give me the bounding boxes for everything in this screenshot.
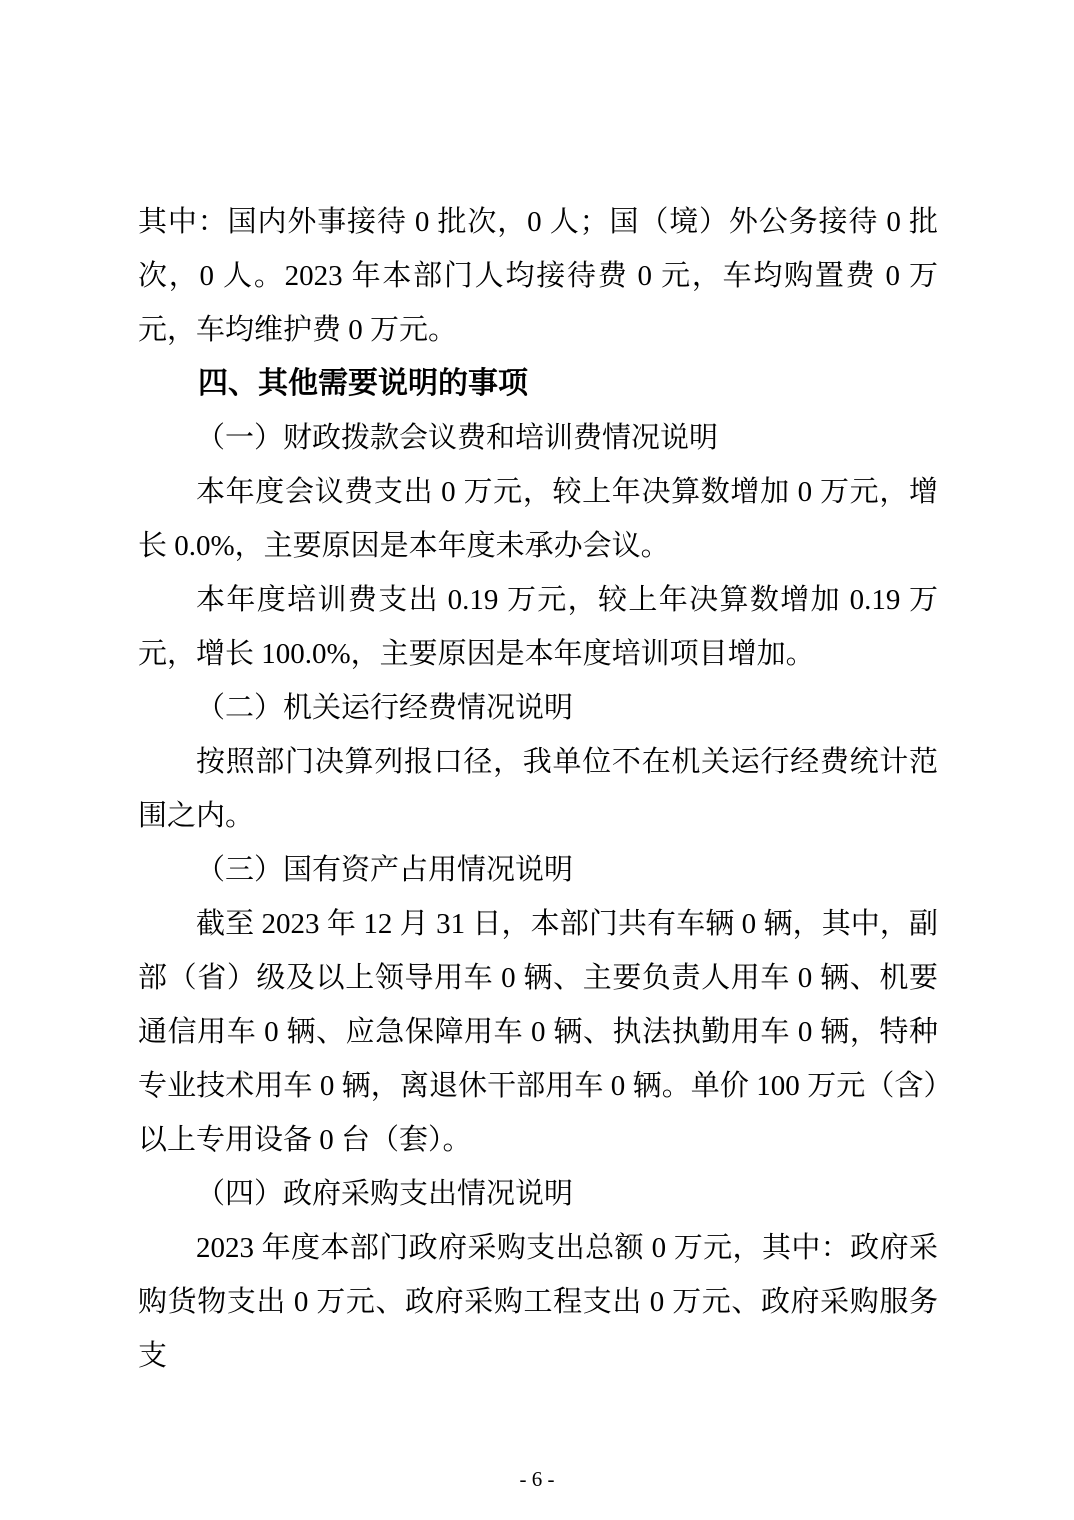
- document-body: [138, 195, 938, 1383]
- body-paragraph: 按照部门决算列报口径，我单位不在机关运行经费统计范围之内。: [138, 746, 938, 832]
- subsection-heading: （二）机关运行经费情况说明: [196, 692, 574, 724]
- page-number: - 6 -: [519, 1467, 555, 1491]
- section-heading: 四、其他需要说明的事项: [198, 367, 528, 400]
- subsection-heading: （三）国有资产占用情况说明: [196, 854, 574, 886]
- body-paragraph: 本年度会议费支出 0 万元，较上年决算数增加 0 万元，增长 0.0%，主要原因是本年度未承办会议。: [138, 476, 938, 562]
- body-paragraph: 其中：国内外事接待 0 批次，0 人；国（境）外公务接待 0 批次，0 人。2023 年本部门人均接待费 0 元，车均购置费 0 万元，车均维护费 0 万元。: [138, 206, 938, 346]
- body-paragraph: 2023 年度本部门政府采购支出总额 0 万元，其中：政府采购货物支出 0 万元、政府采购工程支出 0 万元、政府采购服务支: [138, 1232, 938, 1372]
- page-footer: [0, 1466, 1074, 1492]
- body-paragraph: 截至 2023 年 12 月 31 日，本部门共有车辆 0 辆，其中，副部（省）级及以上领导用车 0 辆、主要负责人用车 0 辆、机要通信用车 0 辆、应急保障用车 0 辆、执法执勤用车 0 辆，特种专业技术用车 0 辆，离退休干部用车 0 辆。单价 100 万元（含）以上专用设备 0 台（套）。: [138, 908, 938, 1156]
- subsection-heading: （四）政府采购支出情况说明: [196, 1178, 574, 1210]
- subsection-heading: （一）财政拨款会议费和培训费情况说明: [196, 422, 719, 454]
- body-paragraph: 本年度培训费支出 0.19 万元，较上年决算数增加 0.19 万元，增长 100.0%，主要原因是本年度培训项目增加。: [138, 584, 938, 670]
